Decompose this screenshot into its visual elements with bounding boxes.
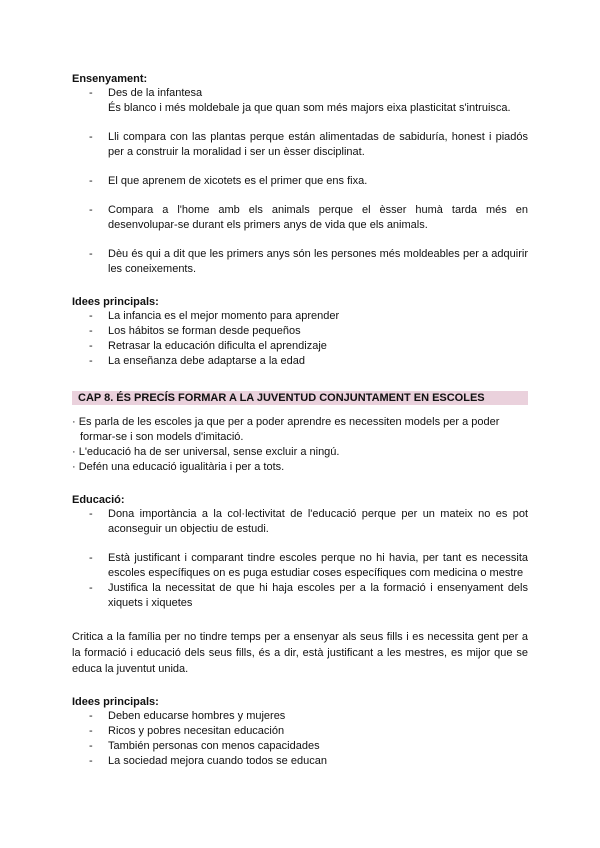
list-item: - Ricos y pobres necesitan educación [72, 724, 528, 739]
bullet-item: · Es parla de les escoles ja que per a poder aprendre es necessiten models per a poder formar-se i son models d'imitació. [72, 416, 500, 443]
list-item: - Està justificant i comparant tindre escoles perque no hi havia, per tant es necessita escoles específiques on es puga estudiar coses específiques com medicina o mestre [72, 551, 528, 581]
ensenyament-heading: Ensenyament: [72, 73, 148, 85]
critica-paragraph: Critica a la família per no tindre temps per a ensenyar als seus fills i es necessita gent per a la formació i educació dels seus fills, és a dir, està justificant a les mestres, es mijor que se educa la juventut unida. [72, 631, 528, 675]
list-item [72, 86, 528, 116]
ensenyament-list [72, 86, 528, 277]
page-content [72, 72, 528, 769]
list-item: - También personas con menos capacidades [72, 739, 528, 754]
list-item: - La enseñanza debe adaptarse a la edad [72, 354, 528, 369]
list-item: - Dona importància a la col·lectivitat de l'educació perque per un mateix no es pot aconseguir un objectiu de estudi. [72, 507, 528, 537]
list-item-text: El que aprenem de xicotets es el primer que ens fixa. [108, 175, 368, 187]
list-item-text: Dèu és qui a dit que les primers anys són les persones més moldeables per a adquirir les coneixements. [108, 248, 528, 275]
list-item-text: Compara a l'home amb els animals perque el èsser humà tarda més en desenvolupar-se durant els primers anys de vida que els animals. [108, 204, 528, 231]
list-item [72, 174, 528, 189]
list-item-line: És blanco i més moldebale ja que quan som més majors eixa plasticitat s'intruisca. [108, 102, 511, 114]
list-item: - Los hábitos se forman desde pequeños [72, 324, 528, 339]
educacio-list [72, 507, 528, 611]
educacio-heading: Educació: [72, 494, 125, 506]
idees-principals-list [72, 309, 528, 369]
list-item [72, 130, 528, 160]
list-item: - Retrasar la educación dificulta el aprendizaje [72, 339, 528, 354]
list-item: - Justifica la necessitat de que hi haja escoles per a la formació i ensenyament dels xiquets i xiquetes [72, 581, 528, 611]
idees-principals-heading: Idees principals: [72, 296, 159, 308]
summary-bullets [72, 415, 528, 475]
chapter-title: CAP 8. ÉS PRECÍS FORMAR A LA JUVENTUD CONJUNTAMENT EN ESCOLES [72, 391, 528, 405]
idees-principals-heading-2: Idees principals: [72, 696, 159, 708]
list-item-line: - Des de la infantesa [108, 87, 203, 99]
idees-principals-list-2 [72, 709, 528, 769]
list-item: - Deben educarse hombres y mujeres [72, 709, 528, 724]
list-item [72, 247, 528, 277]
list-item: - La infancia es el mejor momento para aprender [72, 309, 528, 324]
list-item [72, 203, 528, 233]
bullet-item: · Defén una educació igualitària i per a tots. [72, 461, 285, 473]
bullet-item: · L'educació ha de ser universal, sense excluir a ningú. [72, 446, 340, 458]
list-item-text: Lli compara con las plantas perque están alimentadas de sabiduría, honest i piadós per a construir la moralidad i ser un èsser disciplinat. [108, 131, 528, 158]
list-item: - La sociedad mejora cuando todos se educan [72, 754, 528, 769]
